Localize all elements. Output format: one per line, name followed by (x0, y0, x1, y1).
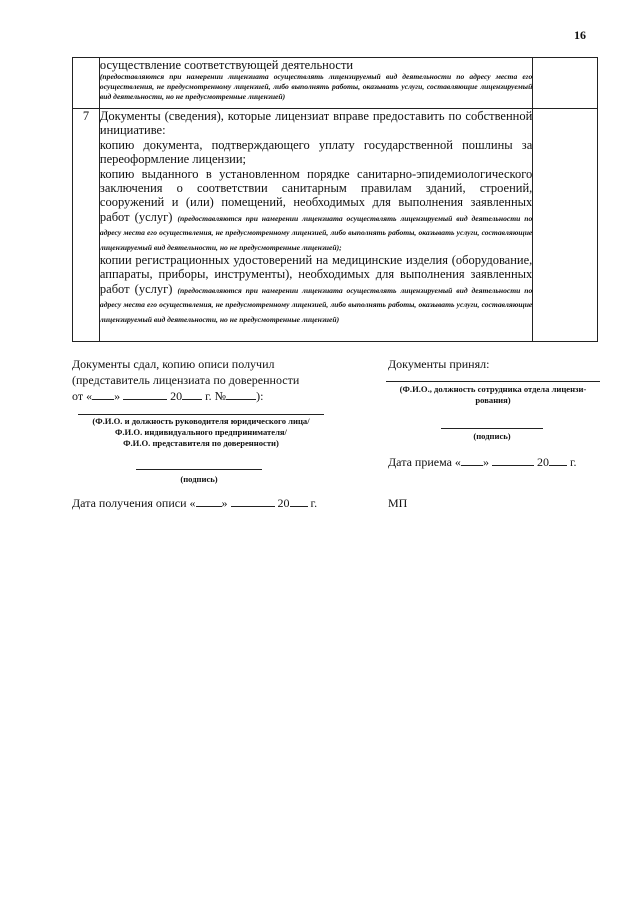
acceptance-date-label: Дата приема « (388, 455, 461, 469)
row-extra-cell (533, 58, 598, 109)
documents-table (72, 57, 598, 342)
receipt-year-blank[interactable] (290, 496, 308, 507)
year-blank[interactable] (182, 389, 202, 400)
line-end: ): (256, 389, 264, 403)
table-row (73, 109, 598, 342)
row7-item-sanitary-block (100, 167, 532, 253)
row7-item-sanitary: копию выданного в установленном порядке санитарно-эпидемиологического заключения о соответствии санитарным правилам зданий, строений, сооружений и (или) помещений, необходимых для выполнения заявленных работ (услуг) (99, 166, 533, 224)
row-text-cell (99, 109, 532, 342)
name-caption (72, 416, 330, 449)
row-text-cell (99, 58, 532, 109)
date-open-quote: от « (72, 389, 93, 403)
row7-item-medical: копии регистрационных удостоверений на медицинские изделия (оборудование, аппараты, приборы, инструменты), необходимых для выполнения заявленных работ (услуг) (99, 253, 533, 296)
receipt-day-blank[interactable] (196, 496, 222, 507)
row7-item-medical-block (100, 253, 532, 325)
accepted-title: Документы принял: (388, 357, 490, 371)
year-prefix: 20 (170, 389, 183, 403)
row7-item-state-duty: копию документа, подтверждающего уплату государственной пошлины за переоформление лицензии; (99, 137, 533, 167)
table-row (73, 58, 598, 109)
date-close-quote: » (114, 389, 121, 403)
row-continuation-text: осуществление соответствующей деятельности (99, 58, 354, 72)
caption-line: рования) (475, 395, 511, 405)
name-rule (78, 414, 324, 415)
page-number: 16 (574, 28, 586, 42)
receipt-year-prefix: 20 (277, 496, 290, 510)
receipt-year-suffix: г. (310, 496, 318, 510)
month-blank[interactable] (123, 389, 167, 400)
acceptance-close-quote: » (482, 455, 489, 469)
staff-name-rule (386, 381, 600, 382)
day-blank[interactable] (92, 389, 114, 400)
acceptance-month-blank[interactable] (492, 455, 534, 466)
caption-line: Ф.И.О. индивидуального предпринимателя/ (115, 427, 287, 437)
row-extra-cell (533, 109, 598, 342)
acceptance-date-line (388, 455, 577, 469)
row7-item-medical-note: (предоставляются при намерении лицензиата осуществлять лицензируемый вид деятельности по адресу места его осуществления, не предусмотренному лицензией, либо выполнять работы, оказывать услуги, составляющие лицензируемый вид деятельности, но не предусмотренные лицензией) (99, 285, 533, 324)
row7-item-sanitary-note: (предоставляются при намерении лицензиата осуществлять лицензируемый вид деятельности по адресу места его осуществления, не предусмотренному лицензией, либо выполнять работы, оказывать услуги, составляющие лицензируемый вид деятельности, но не предусмотренные лицензией); (99, 213, 533, 252)
staff-signature-caption: (подпись) (473, 431, 511, 441)
caption-line: (Ф.И.О. и должность руководителя юридического лица/ (92, 416, 310, 426)
signature-rule (136, 469, 262, 470)
acceptance-day-blank[interactable] (461, 455, 483, 466)
signature-caption: (подпись) (180, 474, 218, 484)
staff-signature-rule (441, 428, 543, 429)
year-suffix: г. (205, 389, 212, 403)
receipt-date-line (72, 496, 317, 510)
staff-caption (386, 384, 600, 406)
receipt-label: Дата получения описи « (72, 496, 196, 510)
acceptance-year-blank[interactable] (549, 455, 567, 466)
representative-label: (представитель лицензиата по доверенности (72, 373, 300, 387)
row-continuation-note: (предоставляются при намерении лицензиата осуществлять лицензируемый вид деятельности по адресу места его осуществления, не предусмотренному лицензией, либо выполнять работы, оказывать услуги, составляющие лицензируемый вид деятельности, но не предусмотренные лицензией) (99, 72, 533, 102)
row7-intro: Документы (сведения), которые лицензиат вправе предоставить по собственной инициативе: (99, 109, 533, 138)
row-number-cell (73, 58, 100, 109)
acceptance-year-prefix: 20 (536, 455, 549, 469)
receipt-close-quote: » (221, 496, 228, 510)
row-number-cell: 7 (73, 109, 100, 342)
acceptance-year-suffix: г. (569, 455, 577, 469)
stamp-label: МП (388, 496, 408, 510)
caption-line: Ф.И.О. представителя по доверенности) (123, 438, 279, 448)
submitted-label: Документы сдал, копию описи получил (72, 357, 275, 371)
receipt-month-blank[interactable] (231, 496, 275, 507)
submit-date-line (72, 389, 263, 403)
number-blank[interactable] (226, 389, 256, 400)
caption-line: (Ф.И.О., должность сотрудника отдела лицензи- (399, 384, 587, 394)
number-sign: № (214, 389, 227, 403)
